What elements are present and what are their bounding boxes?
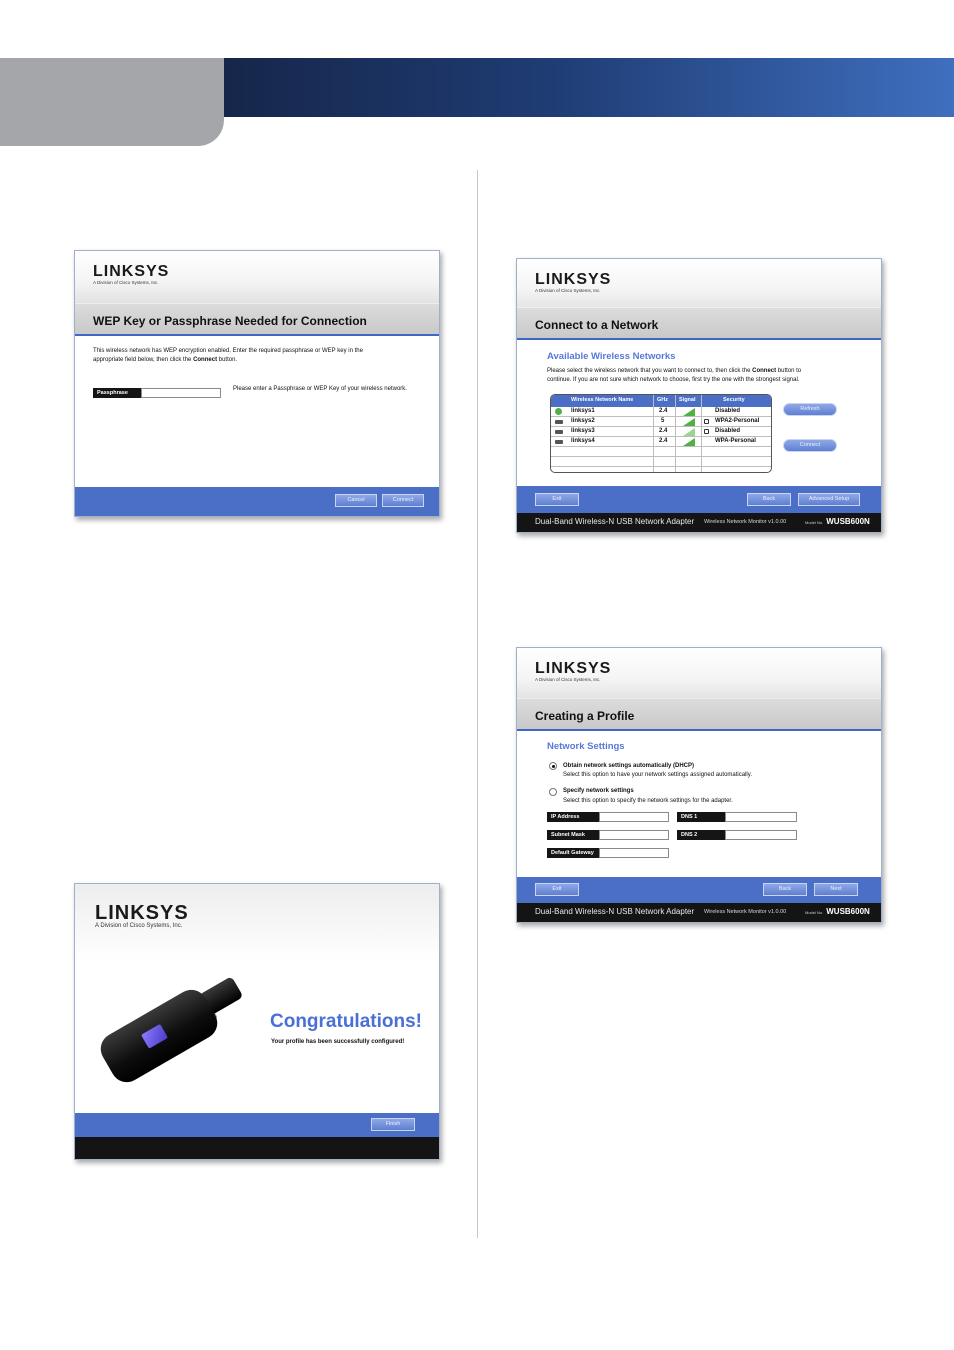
dialog-title: Connect to a Network: [535, 318, 659, 332]
wep-key-dialog: [74, 250, 440, 517]
specify-settings-radio[interactable]: [549, 788, 557, 796]
dhcp-option-title: Obtain network settings automatically (DHCP): [563, 763, 695, 769]
lock-icon: [704, 419, 709, 424]
ip-address-input[interactable]: [599, 812, 669, 822]
specify-option-desc: Select this option to specify the network settings for the adapter.: [563, 798, 733, 804]
passphrase-label: Passphrase: [93, 388, 141, 398]
linksys-logo: LINKSYS: [535, 660, 612, 677]
column-header-security: Security: [723, 397, 745, 403]
subnet-mask-input[interactable]: [599, 830, 669, 840]
table-row[interactable]: [551, 417, 771, 427]
network-ghz: 2.4: [659, 408, 668, 414]
network-adapter-icon: [555, 440, 563, 444]
dialog-footer: [75, 1137, 439, 1159]
linksys-logo: LINKSYS: [95, 902, 189, 924]
lock-icon: [704, 429, 709, 434]
specify-option-title: Specify network settings: [563, 788, 634, 794]
section-title: Network Settings: [547, 741, 625, 752]
table-header: [551, 395, 771, 407]
network-security: Disabled: [715, 428, 741, 434]
column-divider: [477, 170, 478, 1238]
product-name: Dual-Band Wireless-N USB Network Adapter: [535, 517, 695, 526]
dialog-title: WEP Key or Passphrase Needed for Connection: [93, 314, 367, 328]
page-header-tab: [0, 58, 224, 146]
model-number: Model No. WUSB600N: [805, 517, 870, 526]
linksys-logo: LINKSYS: [535, 271, 612, 288]
connect-network-dialog: [516, 258, 882, 533]
network-name: linksys2: [571, 418, 595, 424]
dialog-title-band: [75, 303, 439, 336]
advanced-setup-button[interactable]: Advanced Setup: [798, 493, 860, 506]
exit-button[interactable]: Exit: [535, 493, 579, 506]
usb-adapter-display: [141, 1024, 168, 1049]
network-ghz: 5: [661, 418, 665, 424]
back-button[interactable]: Back: [763, 883, 807, 896]
network-adapter-icon: [555, 430, 563, 434]
back-button[interactable]: Back: [747, 493, 791, 506]
default-gateway-label: Default Gateway: [547, 848, 599, 858]
section-title: Available Wireless Networks: [547, 351, 676, 362]
signal-icon: [683, 418, 695, 426]
passphrase-hint: Please enter a Passphrase or WEP Key of your wireless network.: [233, 386, 407, 392]
monitor-version: Wireless Network Monitor v1.0.00: [704, 909, 787, 915]
table-row: [551, 457, 771, 467]
linksys-logo-subtitle: A Division of Cisco Systems, Inc.: [95, 923, 183, 929]
signal-icon: [683, 428, 695, 436]
column-header-signal: Signal: [679, 397, 696, 403]
network-name: linksys1: [571, 408, 595, 414]
network-name: linksys4: [571, 438, 595, 444]
network-table: [550, 394, 772, 473]
congratulations-dialog: [74, 883, 440, 1160]
linksys-logo: LINKSYS: [93, 263, 170, 280]
wep-intro-text: This wireless network has WEP encryption enabled. Enter the required passphrase or WEP key in the appropriate field below, then click the Connect button.: [93, 348, 363, 363]
monitor-version: Wireless Network Monitor v1.0.00: [704, 519, 787, 525]
network-security: Disabled: [715, 408, 741, 414]
table-row[interactable]: [551, 437, 771, 447]
product-name: Dual-Band Wireless-N USB Network Adapter: [535, 907, 695, 916]
signal-icon: [683, 438, 695, 446]
dialog-title-band: [517, 307, 881, 340]
next-button[interactable]: Next: [814, 883, 858, 896]
network-adapter-icon: [555, 420, 563, 424]
signal-icon: [683, 408, 695, 416]
finish-button[interactable]: Finish: [371, 1118, 415, 1131]
dns1-label: DNS 1: [677, 812, 725, 822]
dns2-label: DNS 2: [677, 830, 725, 840]
connected-icon: [555, 408, 562, 415]
default-gateway-input[interactable]: [599, 848, 669, 858]
dialog-title: Creating a Profile: [535, 709, 635, 723]
table-row: [551, 447, 771, 457]
linksys-logo-subtitle: A Division of Cisco Systems, Inc.: [535, 677, 601, 682]
network-ghz: 2.4: [659, 428, 668, 434]
model-number: Model No. WUSB600N: [805, 907, 870, 916]
exit-button[interactable]: Exit: [535, 883, 579, 896]
passphrase-input[interactable]: [141, 388, 221, 398]
dhcp-radio[interactable]: [549, 762, 557, 770]
column-header-name: Wireless Network Name: [571, 397, 634, 403]
refresh-button[interactable]: Refresh: [783, 403, 837, 416]
congratulations-subtitle: Your profile has been successfully configured!: [271, 1039, 405, 1045]
connect-button[interactable]: Connect: [382, 494, 424, 507]
dialog-title-band: [517, 698, 881, 731]
network-name: linksys3: [571, 428, 595, 434]
congratulations-title: Congratulations!: [270, 1011, 422, 1032]
table-row[interactable]: [551, 427, 771, 437]
network-ghz: 2.4: [659, 438, 668, 444]
dhcp-option-desc: Select this option to have your network settings assigned automatically.: [563, 772, 752, 778]
column-header-ghz: GHz: [657, 397, 668, 403]
network-security: WPA-Personal: [715, 438, 756, 444]
linksys-logo-subtitle: A Division of Cisco Systems, Inc.: [535, 288, 601, 293]
dns1-input[interactable]: [725, 812, 797, 822]
page-header-bar: [222, 58, 954, 117]
table-row[interactable]: [551, 407, 771, 417]
subnet-mask-label: Subnet Mask: [547, 830, 599, 840]
connect-button[interactable]: Connect: [783, 439, 837, 452]
ip-address-label: IP Address: [547, 812, 599, 822]
linksys-logo-subtitle: A Division of Cisco Systems, Inc.: [93, 280, 159, 285]
cancel-button[interactable]: Cancel: [335, 494, 377, 507]
network-security: WPA2-Personal: [715, 418, 760, 424]
dns2-input[interactable]: [725, 830, 797, 840]
connect-intro-text: Please select the wireless network that you want to connect to, then click the Connect button to continue. If you are not sure which network to choose, first try the one with the strongest signal.: [547, 368, 802, 383]
create-profile-dialog: [516, 647, 882, 923]
